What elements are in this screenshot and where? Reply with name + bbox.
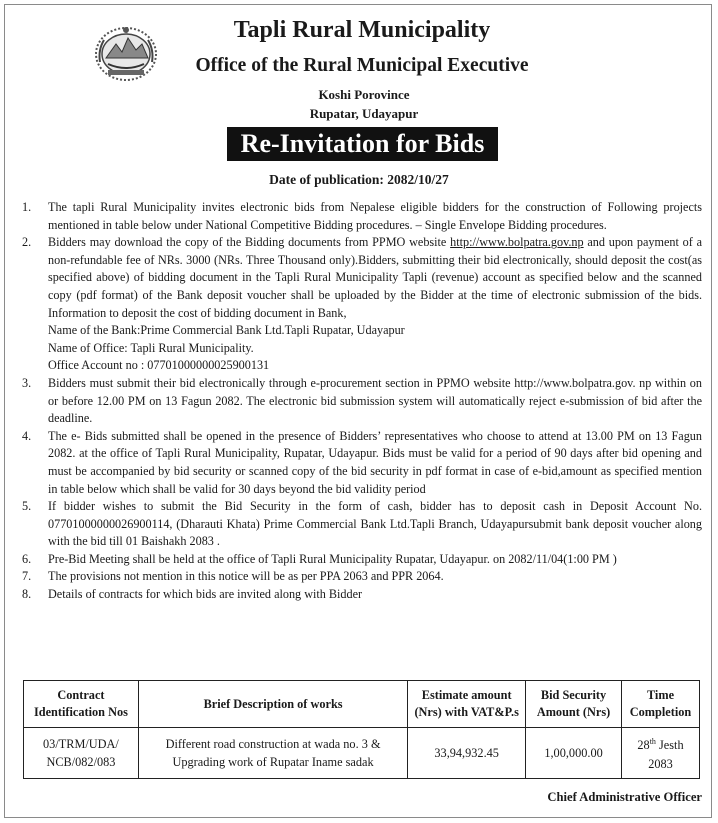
cell-text-superscript: th (649, 737, 656, 747)
item-text-part: Bidders may download the copy of the Bidding documents from PPMO website (48, 235, 451, 250)
list-item (22, 551, 702, 569)
cell-description (138, 728, 407, 779)
bolpatra-link[interactable]: http://www.bolpatra.gov.np (450, 235, 584, 250)
item-number: 6. (22, 551, 32, 566)
list-item (22, 586, 702, 604)
header-estimate (408, 681, 526, 728)
item-number: 7. (22, 569, 32, 584)
item-text: The e- Bids submitted shall be opened in the presence of Bidders’ representatives who choose to attend at 13.00 PM on 13 Fagun 2082. at the office of Tapli Rural Municipality, Rupatar, Udayapur. Bids must be valid for a period of 90 days after bid opening and must be accompanied by bid security or scanned copy of the bid security in pdf format in case of e-bid,amount as specified mention in table below which shall be valid for 30 days beyond the bid validity period (48, 428, 702, 496)
cell-security: 1,00,000.00 (526, 728, 622, 779)
list-item (22, 234, 702, 375)
item-number: 3. (22, 375, 32, 390)
header-contract-id (24, 681, 139, 728)
contracts-table (23, 680, 700, 779)
publication-date: Date of publication: 2082/10/27 (269, 172, 449, 187)
notice-items (22, 199, 702, 604)
header-bid-security (526, 681, 622, 728)
list-item (22, 498, 702, 551)
header-text: Time (646, 688, 675, 702)
item-text-part: and upon payment of a non-refundable fee of NRs. 3000 (NRs. Three Thousand only).Bidders, submitting their bid electronically, should deposit the cost(as specified above) of bidding document in the Tapli Rural Municipality Tapli (revenue) account as specified below and the scanned copy (pdf format) of the Bank deposit voucher shall be uploaded by the Bidder at the time of electronic submission of the bids. Information to deposit the cost of bidding document in Bank, (48, 235, 703, 320)
header-text: Estimate amount (421, 688, 512, 702)
signoff: Chief Administrative Officer (547, 790, 702, 804)
item-text: Pre-Bid Meeting shall be held at the office of Tapli Rural Municipality Rupatar, Udayapur. on 2082/11/04(1:00 PM ) (48, 551, 617, 566)
header-text: Bid Security (540, 688, 607, 702)
item-text: Details of contracts for which bids are invited along with Bidder (48, 587, 363, 602)
header-time (621, 681, 699, 728)
municipality-name: Tapli Rural Municipality (233, 17, 491, 43)
list-item (22, 428, 702, 498)
address: Rupatar, Udayapur (309, 106, 419, 121)
office-account: Office Account no : 07701000000025900131 (48, 358, 270, 373)
item-text: The provisions not mention in this notice will be as per PPA 2063 and PPR 2064. (48, 569, 444, 584)
item-number: 2. (22, 235, 32, 250)
header-text: Identification Nos (33, 705, 128, 719)
item-number: 5. (22, 499, 32, 514)
item-number: 1. (22, 200, 32, 214)
header-text: Completion (629, 705, 692, 719)
cell-text: 28 (637, 738, 650, 753)
table-row (24, 728, 700, 779)
province-name: Koshi Porovince (318, 87, 410, 102)
item-number: 4. (22, 428, 32, 443)
office-name-line: Name of Office: Tapli Rural Municipality. (48, 340, 254, 355)
cell-estimate: 33,94,932.45 (408, 728, 526, 779)
item-text: The tapli Rural Municipality invites electronic bids from Nepalese eligible bidders for the construction of Following projects mentioned in table below under National Competitive Bidding procedures. – Single Envelope Bidding procedures. (48, 200, 702, 232)
cell-text: Upgrading work of Rupatar Iname sadak (172, 755, 374, 769)
header-text: (Nrs) with VAT&P.s (414, 705, 519, 719)
list-item (22, 199, 702, 234)
cell-contract-id (24, 728, 139, 779)
list-item (22, 375, 702, 428)
item-text: Bidders must submit their bid electronically through e-procurement section in PPMO website http://www.bolpatra.gov. np within on or before 12.00 PM on 13 Fagun 2082. The electronic bid submission system will automatically reject e-submission of bid after the deadline. (48, 375, 702, 426)
header-text: Amount (Nrs) (536, 705, 611, 719)
item-text: If bidder wishes to submit the Bid Security in the form of cash, bidder has to deposit cash in Deposit Account No. 07701000000026900114, (Dharauti Khata) Prime Commercial Bank Ltd.Tapli Branch, Udayapursubmit bank deposit voucher along with the bid till 01 Baishakh 2083 . (48, 499, 702, 549)
list-item (22, 568, 702, 586)
item-number: 8. (22, 587, 32, 602)
cell-time (621, 728, 699, 779)
cell-text: 03/TRM/UDA/ (43, 737, 119, 751)
header-text: Contract (57, 688, 105, 702)
cell-text: Different road construction at wada no. 3 & (165, 737, 381, 751)
header-description (138, 681, 407, 728)
bank-name: Name of the Bank:Prime Commercial Bank Ltd.Tapli Rupatar, Udayapur (48, 323, 405, 338)
cell-text: NCB/082/083 (46, 755, 116, 769)
table-header-row (24, 681, 700, 728)
notice-title: Re-Invitation for Bids (227, 127, 498, 161)
office-name: Office of the Rural Municipal Executive (195, 55, 529, 76)
item-text (48, 234, 702, 322)
header-text: Brief Description of works (203, 696, 343, 711)
cell-text: Jesth 2083 (648, 738, 684, 771)
